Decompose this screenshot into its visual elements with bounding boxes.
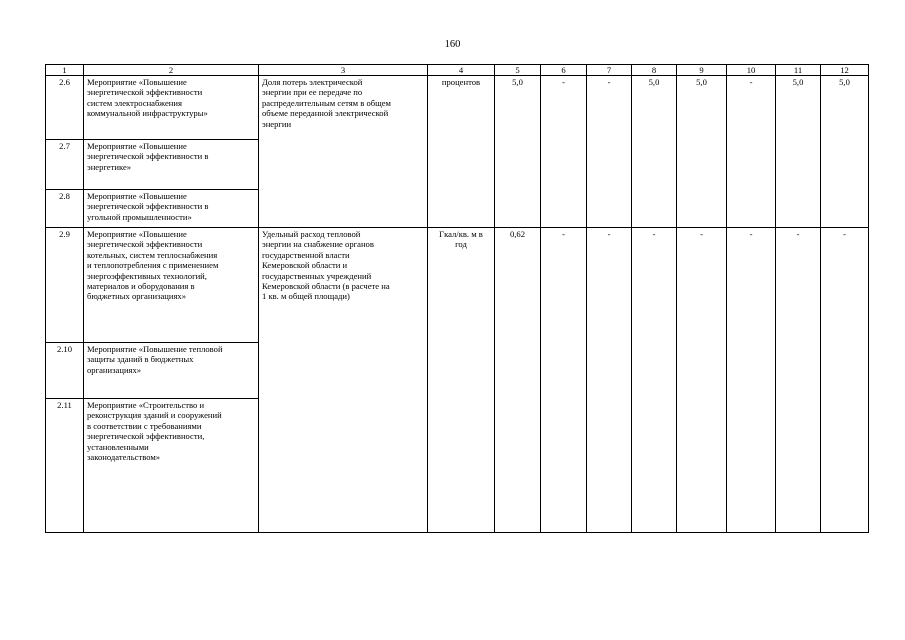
table-row (46, 76, 869, 140)
col-header-1: 1 (46, 65, 84, 76)
row-number: 2.11 (46, 399, 84, 533)
value-col-5: 5,0 (495, 76, 541, 228)
page-number: 160 (444, 39, 461, 50)
col-header-10: 10 (727, 65, 776, 76)
unit: процентов (428, 76, 495, 228)
measure-name: Мероприятие «Повышение тепловой защиты зданий в бюджетных организациях» (84, 343, 259, 399)
value-col-9: 5,0 (677, 76, 727, 228)
col-header-7: 7 (587, 65, 632, 76)
value-col-11: - (776, 228, 821, 533)
row-number: 2.8 (46, 190, 84, 228)
col-header-9: 9 (677, 65, 727, 76)
row-number: 2.9 (46, 228, 84, 343)
col-header-12: 12 (821, 65, 869, 76)
value-col-9: - (677, 228, 727, 533)
measure-name: Мероприятие «Повышение энергетической эффективности систем электроснабжения коммунальной инфраструктуры» (84, 76, 259, 140)
col-header-5: 5 (495, 65, 541, 76)
value-col-8: - (632, 228, 677, 533)
value-col-6: - (541, 76, 587, 228)
col-header-8: 8 (632, 65, 677, 76)
value-col-11: 5,0 (776, 76, 821, 228)
value-col-8: 5,0 (632, 76, 677, 228)
row-number: 2.6 (46, 76, 84, 140)
col-header-3: 3 (259, 65, 428, 76)
measure-name: Мероприятие «Повышение энергетической эффективности в энергетике» (84, 140, 259, 190)
measure-name: Мероприятие «Повышение энергетической эффективности котельных, систем теплоснабжения и теплопотребления с применением энергоэффективных технологий, материалов и оборудования в бюджетных организациях» (84, 228, 259, 343)
header-row (46, 65, 869, 76)
row-number: 2.7 (46, 140, 84, 190)
value-col-12: 5,0 (821, 76, 869, 228)
value-col-7: - (587, 228, 632, 533)
col-header-4: 4 (428, 65, 495, 76)
value-col-12: - (821, 228, 869, 533)
measures-table (45, 64, 869, 533)
value-col-7: - (587, 76, 632, 228)
value-col-6: - (541, 228, 587, 533)
col-header-6: 6 (541, 65, 587, 76)
value-col-10: - (727, 76, 776, 228)
col-header-2: 2 (84, 65, 259, 76)
measure-name: Мероприятие «Строительство и реконструкция зданий и сооружений в соответствии с требованиями энергетической эффективности, установленными законодательством» (84, 399, 259, 533)
value-col-5: 0,62 (495, 228, 541, 533)
measure-name: Мероприятие «Повышение энергетической эффективности в угольной промышленности» (84, 190, 259, 228)
col-header-11: 11 (776, 65, 821, 76)
value-col-10: - (727, 228, 776, 533)
unit: Гкал/кв. м в год (428, 228, 495, 533)
table-row (46, 228, 869, 343)
row-number: 2.10 (46, 343, 84, 399)
indicator-name: Удельный расход тепловой энергии на снабжение органов государственной власти Кемеровской области и государственных учреждений Кемеровской области (в расчете на 1 кв. м общей площади) (259, 228, 428, 533)
indicator-name: Доля потерь электрической энергии при ее передаче по распределительным сетям в общем объеме переданной электрической энергии (259, 76, 428, 228)
